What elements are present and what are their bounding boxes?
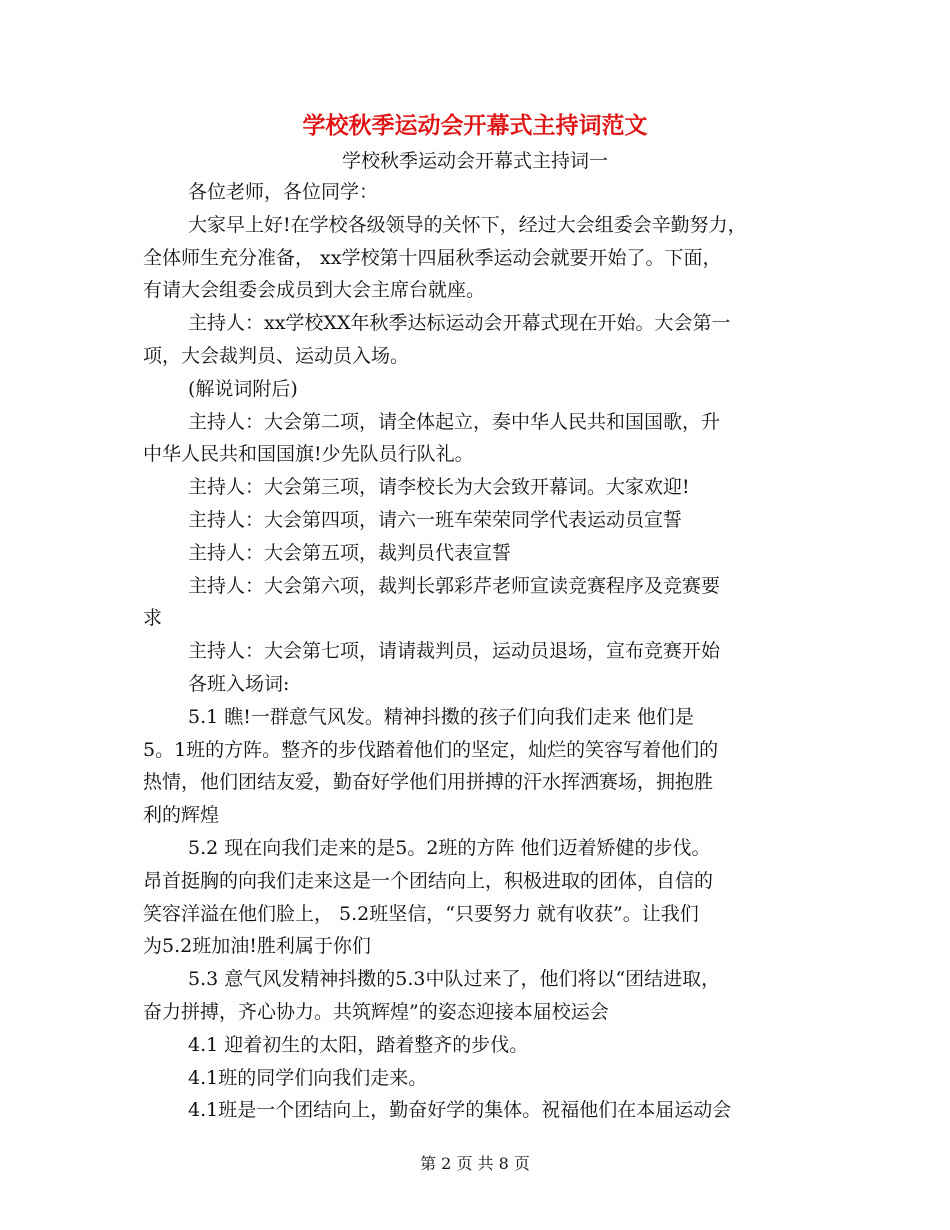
page-footer: 第 2 页 共 8 页 (420, 1154, 530, 1173)
text-line: 主持人：大会第六项，裁判长郭彩芹老师宣读竞赛程序及竞赛要 (188, 574, 721, 597)
text-line: (解说词附后) (188, 377, 298, 400)
text-line: 为5.2班加油!胜利属于你们 (143, 935, 371, 958)
text-line: 5。1班的方阵。整齐的步伐踏着他们的坚定，灿烂的笑容写着他们的 (143, 738, 719, 761)
text-line: 奋力拼搏，齐心协力。共筑辉煌”的姿态迎接本届校运会 (143, 1000, 609, 1023)
text-line: 4.1 迎着初生的太阳，踏着整齐的步伐。 (188, 1033, 529, 1056)
document-body (143, 176, 823, 1127)
text-line: 5.2 现在向我们走来的是5。2班的方阵 他们迈着矫健的步伐。 (188, 836, 711, 859)
text-line: 各班入场词: (188, 672, 290, 695)
text-line: 主持人：xx学校XX年秋季达标运动会开幕式现在开始。大会第一 (188, 312, 731, 335)
text-line: 主持人：大会第四项，请六一班车荣荣同学代表运动员宣誓 (188, 508, 683, 531)
text-line: 大家早上好!在学校各级领导的关怀下，经过大会组委会辛勤努力， (188, 213, 747, 236)
text-line: 热情，他们团结友爱，勤奋好学他们用拼搏的汗水挥洒赛场，拥抱胜 (143, 771, 714, 794)
text-line: 求 (143, 607, 163, 630)
text-line: 项，大会裁判员、运动员入场。 (143, 344, 410, 367)
document-subtitle: 学校秋季运动会开幕式主持词一 (341, 150, 608, 172)
text-line: 昂首挺胸的向我们走来这是一个团结向上，积极进取的团体，自信的 (143, 869, 714, 892)
text-line: 全体师生充分准备， xx学校第十四届秋季运动会就要开始了。下面， (143, 246, 722, 269)
text-line: 4.1班是一个团结向上，勤奋好学的集体。祝福他们在本届运动会 (188, 1099, 732, 1122)
text-line: 主持人：大会第二项，请全体起立，奏中华人民共和国国歌，升 (188, 410, 721, 433)
text-line: 各位老师，各位同学： (188, 181, 379, 203)
text-line: 利的辉煌 (143, 804, 220, 827)
text-line: 5.3 意气风发精神抖擞的5.3中队过来了，他们将以“团结进取， (188, 968, 721, 991)
text-line: 4.1班的同学们向我们走来。 (188, 1066, 428, 1089)
text-line: 主持人：大会第三项，请李校长为大会致开幕词。大家欢迎! (188, 476, 690, 499)
text-line: 有请大会组委会成员到大会主席台就座。 (143, 279, 486, 302)
text-line: 主持人：大会第五项，裁判员代表宣誓 (188, 541, 512, 564)
text-line: 中华人民共和国国旗!少先队员行队礼。 (143, 443, 474, 466)
text-line: 主持人：大会第七项，请请裁判员，运动员退场，宣布竞赛开始 (188, 640, 721, 663)
text-line: 5.1 瞧!一群意气风发。精神抖擞的孩子们向我们走来 他们是 (188, 705, 694, 728)
text-line: 笑容洋溢在他们脸上， 5.2班坚信，“只要努力 就有收获”。让我们 (143, 902, 699, 925)
document-title: 学校秋季运动会开幕式主持词范文 (302, 112, 648, 139)
